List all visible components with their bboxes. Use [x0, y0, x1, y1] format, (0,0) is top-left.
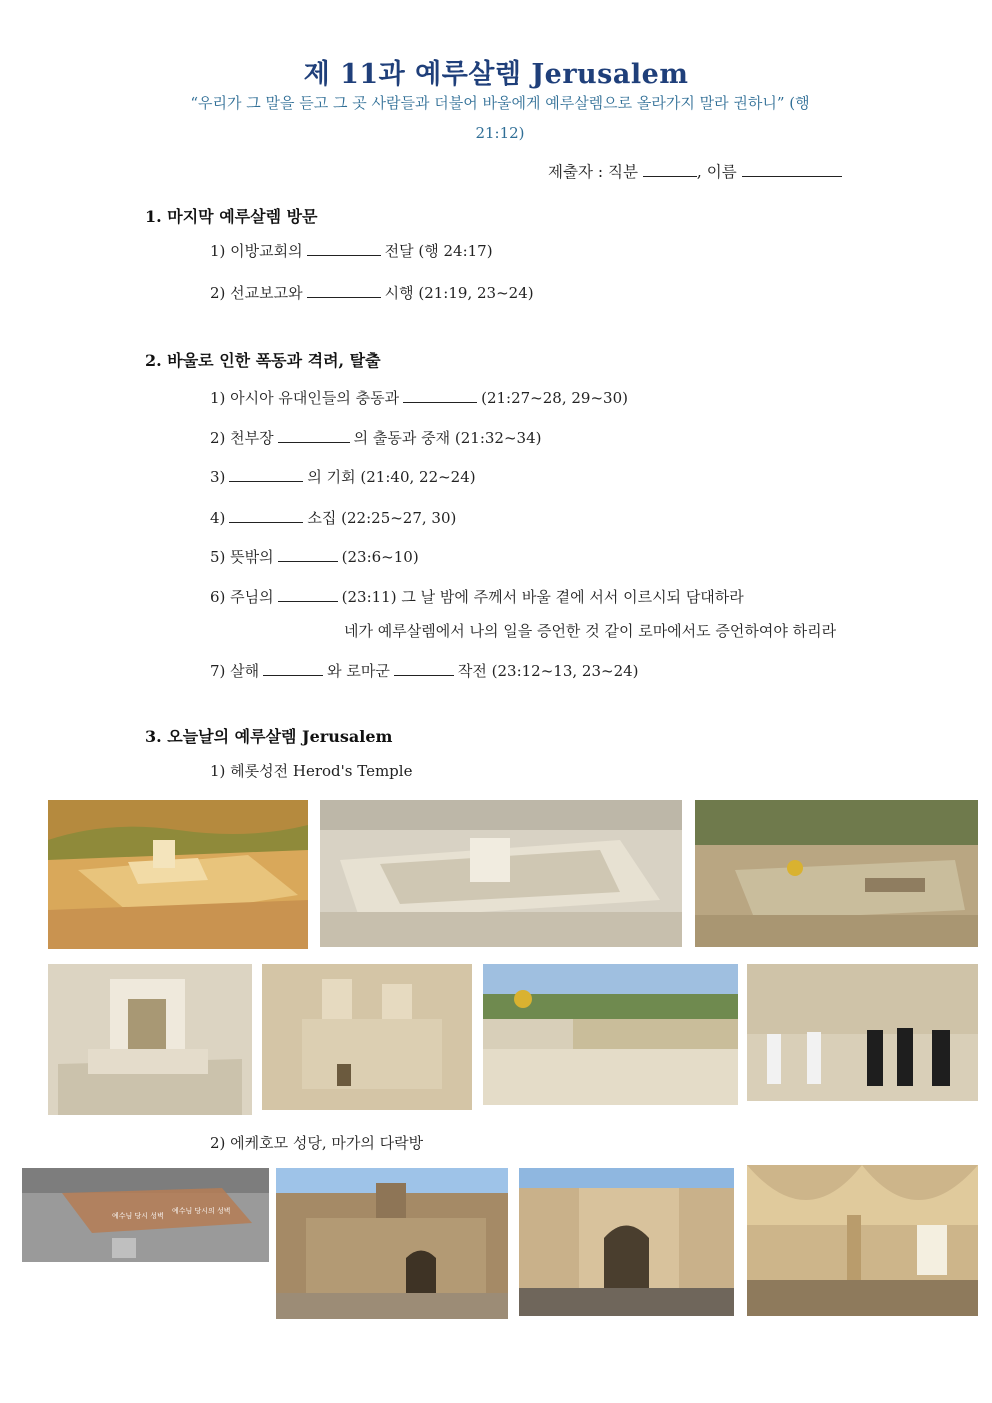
- photo-temple-model-courtyard: [320, 800, 682, 947]
- verse-quote: “우리가 그 말을 듣고 그 곳 사람들과 더불어 바울에게 예루살렘으로 올라가지 말라 권하니” (행: [190, 94, 810, 112]
- section-1-item-2: [210, 282, 534, 303]
- item-text: 2) 천부장: [210, 429, 274, 447]
- map-label-2: 예수님 당시의 성벽: [172, 1207, 231, 1215]
- item-text: 7) 살해: [210, 662, 260, 680]
- position-label: 제출자 : 직분: [548, 163, 638, 181]
- photo-upper-room: [747, 1165, 978, 1316]
- item-text: (23:11) 그 날 밤에 주께서 바울 곁에 서서 이르시되 담대하라: [341, 588, 744, 606]
- item-text: 시행 (21:19, 23~24): [384, 284, 534, 302]
- photo-temple-sanctuary-model: [48, 964, 252, 1115]
- answer-blank[interactable]: [394, 661, 454, 676]
- section-2-item-2: [210, 427, 541, 448]
- photo-western-wall-plaza: [483, 964, 738, 1105]
- subheading-ecce-homo: 2) 에케호모 성당, 마가의 다락방: [210, 1134, 424, 1152]
- item-text: 전달 (행 24:17): [384, 242, 493, 260]
- photo-city-wall-map-model: [22, 1168, 269, 1262]
- photo-ecce-homo-facade: [519, 1168, 734, 1316]
- section-2-item-5: [210, 546, 419, 567]
- subheading-herods-temple: 1) 헤롯성전 Herod's Temple: [210, 762, 413, 780]
- item-text: 1) 이방교회의: [210, 242, 303, 260]
- answer-blank[interactable]: [307, 241, 381, 256]
- section-3-heading: 3. 오늘날의 예루살렘 Jerusalem: [145, 727, 393, 746]
- answer-blank[interactable]: [403, 388, 477, 403]
- item-text: 의 출동과 중재 (21:32~34): [353, 429, 542, 447]
- submitter-line: [548, 160, 842, 182]
- section-2-item-4: [210, 507, 456, 528]
- section-2-item-3: [210, 466, 476, 487]
- photo-temple-model-hillside: [48, 800, 308, 949]
- answer-blank[interactable]: [229, 467, 303, 482]
- photo-western-wall-prayer: [747, 964, 978, 1101]
- page-title: 제 11과 예루살렘 Jerusalem: [303, 59, 689, 90]
- item-text: 와 로마군: [327, 662, 390, 680]
- answer-blank[interactable]: [229, 508, 303, 523]
- section-2-item-6-continuation: 네가 예루살렘에서 나의 일을 증언한 것 같이 로마에서도 증언하여야 하리라: [344, 622, 837, 640]
- item-text: 소집 (22:25~27, 30): [307, 509, 457, 527]
- verse-reference: 21:12): [475, 124, 525, 142]
- photo-holy-sepulchre: [276, 1168, 508, 1319]
- item-text: 1) 아시아 유대인들의 충동과: [210, 389, 400, 407]
- item-text: 작전 (23:12~13, 23~24): [457, 662, 639, 680]
- name-label: , 이름: [696, 163, 737, 181]
- answer-blank[interactable]: [278, 547, 338, 562]
- item-text: 3): [210, 468, 226, 486]
- section-1-item-1: [210, 240, 493, 261]
- photo-temple-mount-aerial: [695, 800, 978, 947]
- section-1-heading: 1. 마지막 예루살렘 방문: [145, 207, 318, 226]
- section-2-item-7: [210, 660, 639, 681]
- item-text: 2) 선교보고와: [210, 284, 303, 302]
- answer-blank[interactable]: [278, 428, 350, 443]
- item-text: 4): [210, 509, 226, 527]
- item-text: 5) 뜻밖의: [210, 548, 274, 566]
- section-2-item-6: [210, 586, 744, 607]
- section-2-item-1: [210, 387, 628, 408]
- item-text: 6) 주님의: [210, 588, 274, 606]
- item-text: 의 기회 (21:40, 22~24): [307, 468, 476, 486]
- section-2-heading: 2. 바울로 인한 폭동과 격려, 탈출: [145, 351, 381, 370]
- position-blank[interactable]: [643, 162, 697, 177]
- photo-antonia-fortress-model: [262, 964, 472, 1110]
- item-text: (23:6~10): [341, 548, 419, 566]
- answer-blank[interactable]: [263, 661, 323, 676]
- answer-blank[interactable]: [307, 283, 381, 298]
- map-label-1: 예수님 당시 성벽: [112, 1212, 164, 1220]
- name-blank[interactable]: [742, 162, 842, 177]
- answer-blank[interactable]: [278, 587, 338, 602]
- item-text: (21:27~28, 29~30): [481, 389, 628, 407]
